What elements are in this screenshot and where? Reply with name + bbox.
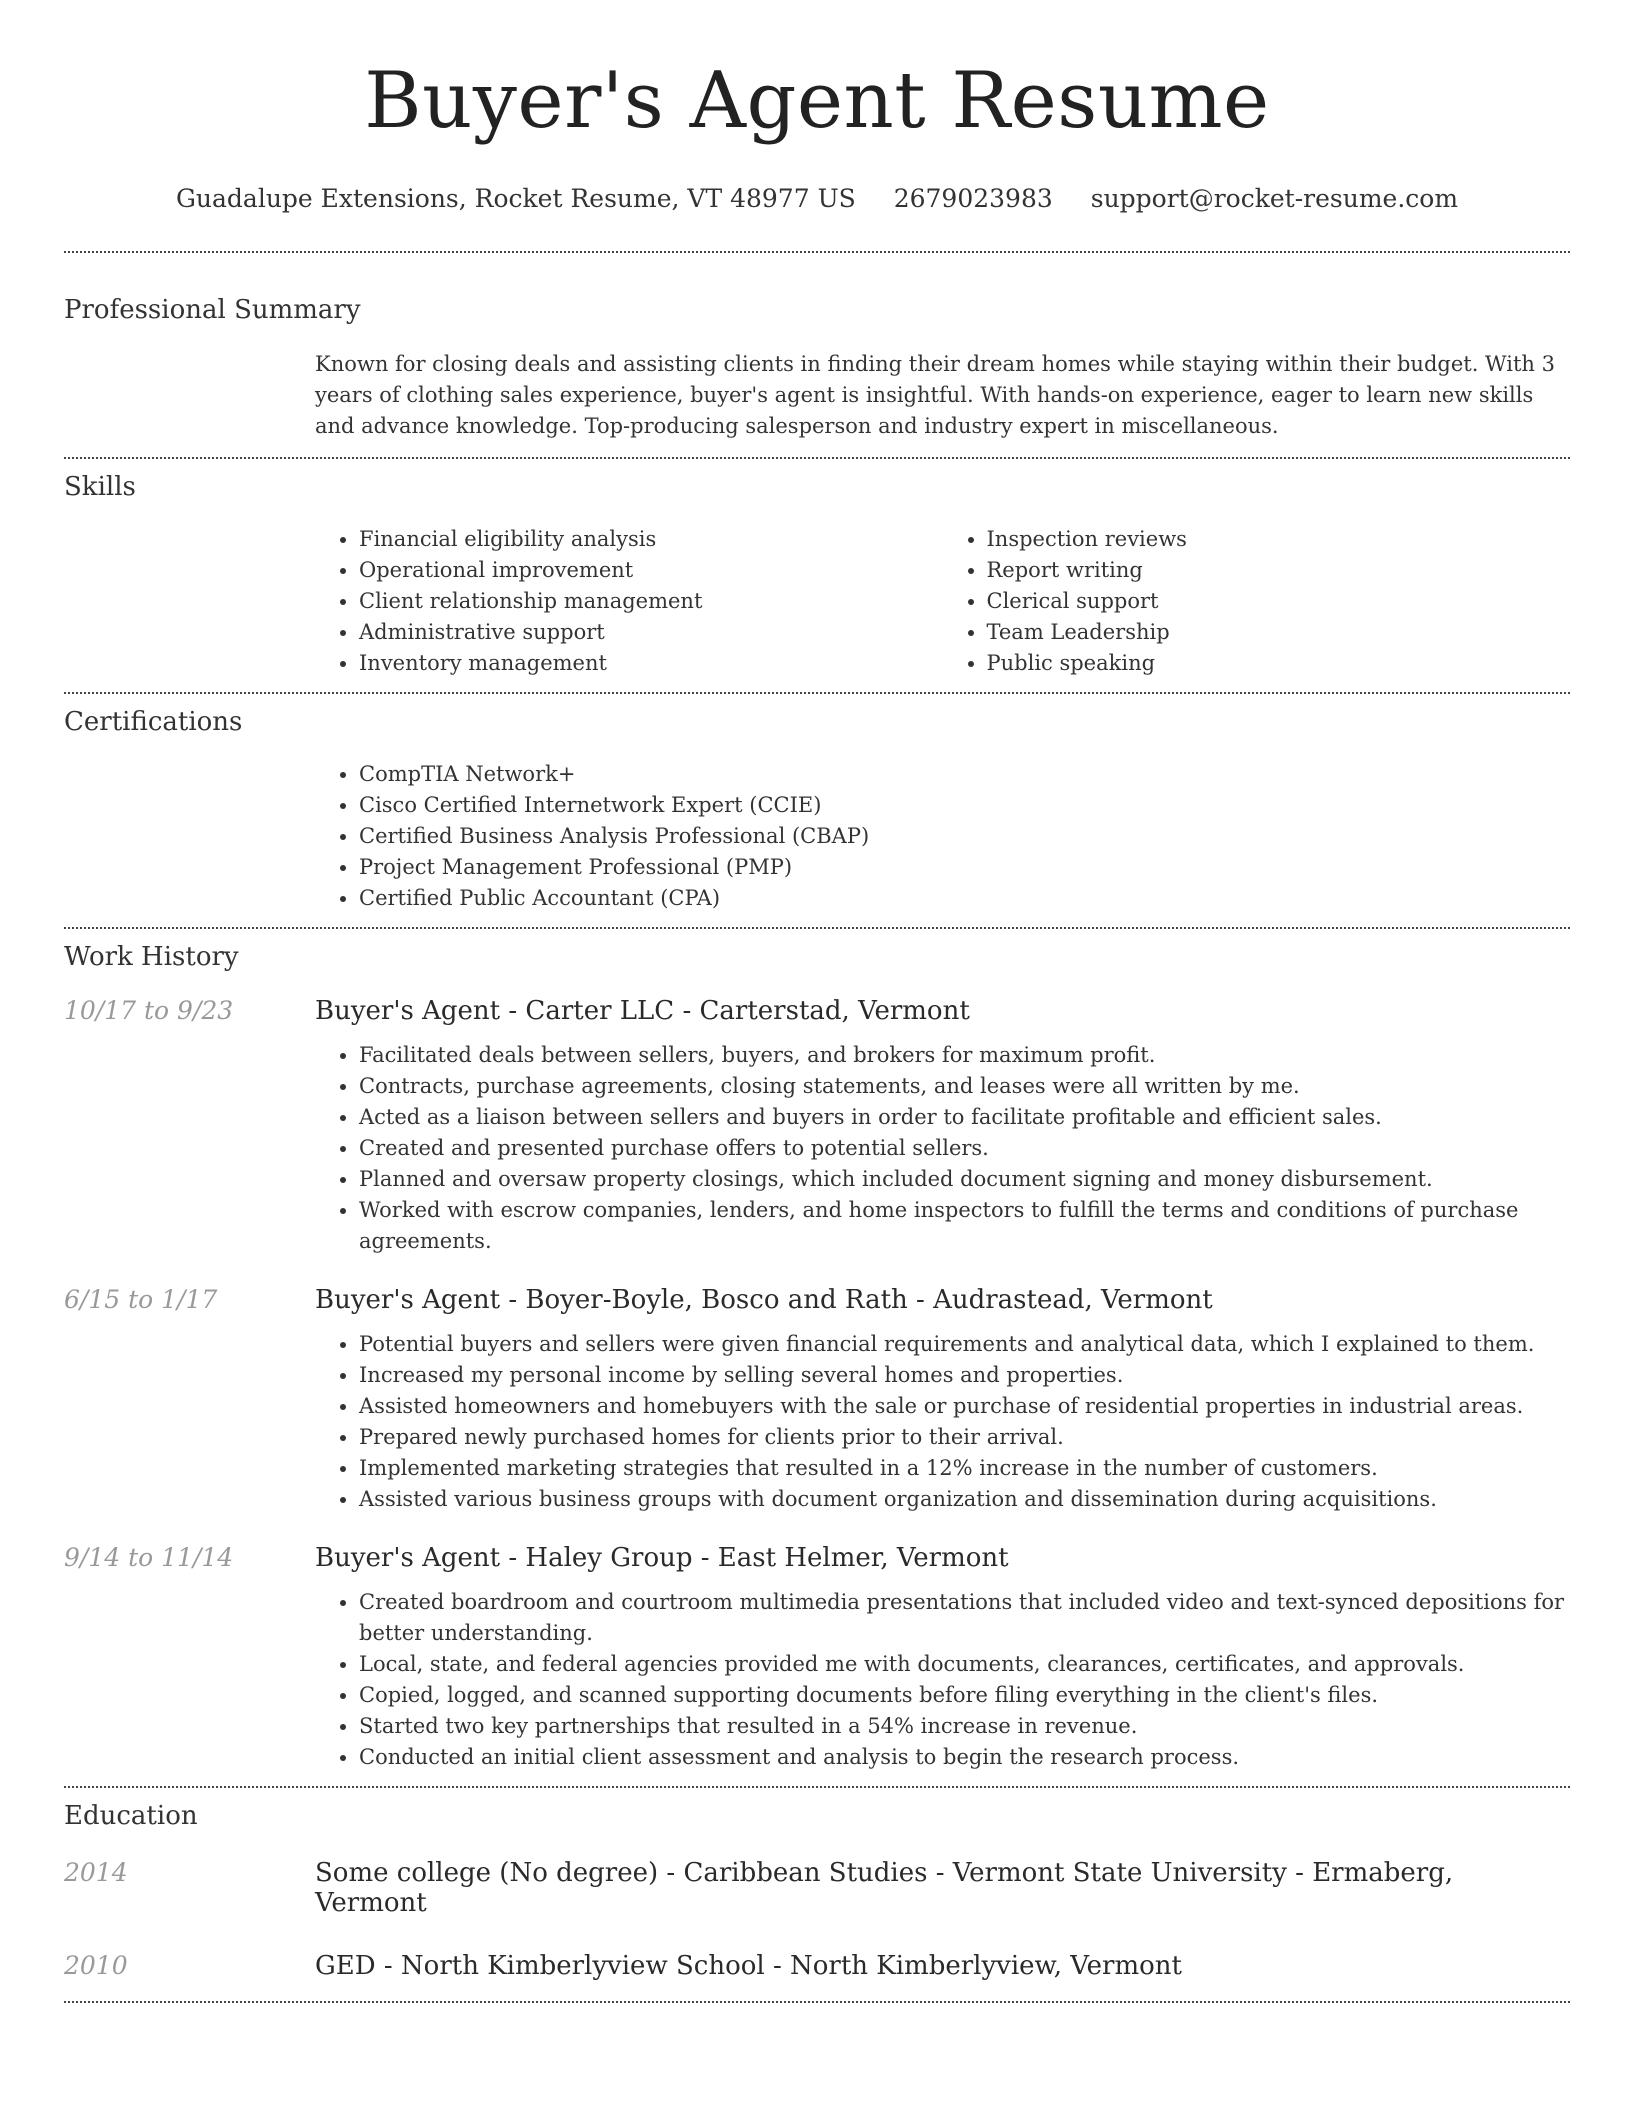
summary-section (64, 293, 1570, 442)
skill-item: • Inspection reviews (987, 524, 1571, 555)
skill-item: • Report writing (987, 555, 1571, 586)
education-year: 2010 (64, 1951, 128, 1980)
section-title: Education (64, 1801, 198, 1831)
divider (64, 692, 1570, 694)
divider (64, 2001, 1570, 2003)
job-bullet: • Assisted various business groups with document organization and dissemination during acquisitions. (359, 1484, 1570, 1515)
phone: 2679023983 (893, 184, 1053, 213)
skill-item: • Team Leadership (987, 617, 1571, 648)
job-header (64, 1543, 1570, 1573)
job-bullet: • Planned and oversaw property closings, which included document signing and money disbursement. (359, 1164, 1570, 1195)
section-title: Professional Summary (64, 295, 361, 325)
education-entry (64, 1951, 1570, 1981)
education-text: GED - North Kimberlyview School - North Kimberlyview, Vermont (315, 1951, 1182, 1981)
skill-item: • Operational improvement (359, 555, 943, 586)
job-bullet: • Facilitated deals between sellers, buyers, and brokers for maximum profit. (359, 1040, 1570, 1071)
skill-item: • Financial eligibility analysis (359, 524, 943, 555)
certifications-list (315, 759, 1570, 914)
divider (64, 1786, 1570, 1788)
certification-item: • CompTIA Network+ (359, 759, 1570, 790)
job-dates: 10/17 to 9/23 (64, 996, 234, 1025)
job-bullet: • Contracts, purchase agreements, closing statements, and leases were all written by me. (359, 1071, 1570, 1102)
job-entry (64, 1543, 1570, 1773)
job-header (64, 996, 1570, 1026)
job-header (64, 1285, 1570, 1315)
resume-title: Buyer's Agent Resume (364, 56, 1270, 146)
education-section (64, 1799, 1570, 1981)
skills-column-right (943, 524, 1571, 679)
section-title: Work History (64, 942, 239, 972)
job-bullet: • Potential buyers and sellers were given financial requirements and analytical data, which I explained to them. (359, 1329, 1570, 1360)
skill-item: • Clerical support (987, 586, 1571, 617)
work-history-section (64, 940, 1570, 1773)
resume-page (64, 0, 1570, 2003)
job-bullet: • Increased my personal income by selling several homes and properties. (359, 1360, 1570, 1391)
divider (64, 927, 1570, 929)
job-title: Buyer's Agent - Carter LLC - Carterstad, Vermont (315, 996, 970, 1026)
section-title: Skills (64, 472, 136, 502)
skills-section (64, 470, 1570, 679)
divider (64, 251, 1570, 253)
job-entry (64, 996, 1570, 1257)
job-bullet: • Started two key partnerships that resulted in a 54% increase in revenue. (359, 1711, 1570, 1742)
email: support@rocket-resume.com (1090, 184, 1459, 213)
education-entry (64, 1858, 1570, 1918)
skill-item: • Client relationship management (359, 586, 943, 617)
certification-item: • Certified Business Analysis Professional (CBAP) (359, 821, 1570, 852)
job-bullet: • Created and presented purchase offers to potential sellers. (359, 1133, 1570, 1164)
job-bullet: • Worked with escrow companies, lenders, and home inspectors to fulfill the terms and conditions of purchase agreements. (359, 1195, 1570, 1257)
job-bullet: • Prepared newly purchased homes for clients prior to their arrival. (359, 1422, 1570, 1453)
certification-item: • Project Management Professional (PMP) (359, 852, 1570, 883)
contact-line (64, 182, 1570, 216)
job-bullet: • Acted as a liaison between sellers and buyers in order to facilitate profitable and efficient sales. (359, 1102, 1570, 1133)
certification-item: • Cisco Certified Internetwork Expert (CCIE) (359, 790, 1570, 821)
job-bullets (315, 1040, 1570, 1257)
summary-text: Known for closing deals and assisting clients in finding their dream homes while staying within their budget. With 3 years of clothing sales experience, buyer's agent is insightful. With hands-on experience, eager to learn new skills and advance knowledge. Top-producing salesperson and industry expert in miscellaneous. (315, 352, 1555, 438)
section-title: Certifications (64, 707, 243, 737)
job-bullet: • Local, state, and federal agencies provided me with documents, clearances, certificates, and approvals. (359, 1649, 1570, 1680)
job-bullet: • Created boardroom and courtroom multimedia presentations that included video and text-synced depositions for better understanding. (359, 1587, 1570, 1649)
job-dates: 6/15 to 1/17 (64, 1285, 218, 1314)
job-bullet: • Copied, logged, and scanned supporting documents before filing everything in the client's files. (359, 1680, 1570, 1711)
job-bullet: • Assisted homeowners and homebuyers with the sale or purchase of residential properties in industrial areas. (359, 1391, 1570, 1422)
job-bullet: • Conducted an initial client assessment and analysis to begin the research process. (359, 1742, 1570, 1773)
skills-column-left (315, 524, 943, 679)
address: Guadalupe Extensions, Rocket Resume, VT 48977 US (175, 184, 856, 213)
certification-item: • Certified Public Accountant (CPA) (359, 883, 1570, 914)
job-bullets (315, 1329, 1570, 1515)
education-text: Some college (No degree) - Caribbean Studies - Vermont State University - Ermaberg, Vermont (315, 1858, 1454, 1918)
skill-item: • Administrative support (359, 617, 943, 648)
skill-item: • Inventory management (359, 648, 943, 679)
skill-item: • Public speaking (987, 648, 1571, 679)
job-title: Buyer's Agent - Boyer-Boyle, Bosco and Rath - Audrastead, Vermont (315, 1285, 1213, 1315)
skills-list (315, 524, 1570, 679)
divider (64, 457, 1570, 459)
education-year: 2014 (64, 1858, 128, 1887)
job-title: Buyer's Agent - Haley Group - East Helmer, Vermont (315, 1543, 1009, 1573)
job-entry (64, 1285, 1570, 1515)
certifications-section (64, 705, 1570, 914)
job-bullets (315, 1587, 1570, 1773)
job-bullet: • Implemented marketing strategies that resulted in a 12% increase in the number of customers. (359, 1453, 1570, 1484)
job-dates: 9/14 to 11/14 (64, 1543, 234, 1572)
